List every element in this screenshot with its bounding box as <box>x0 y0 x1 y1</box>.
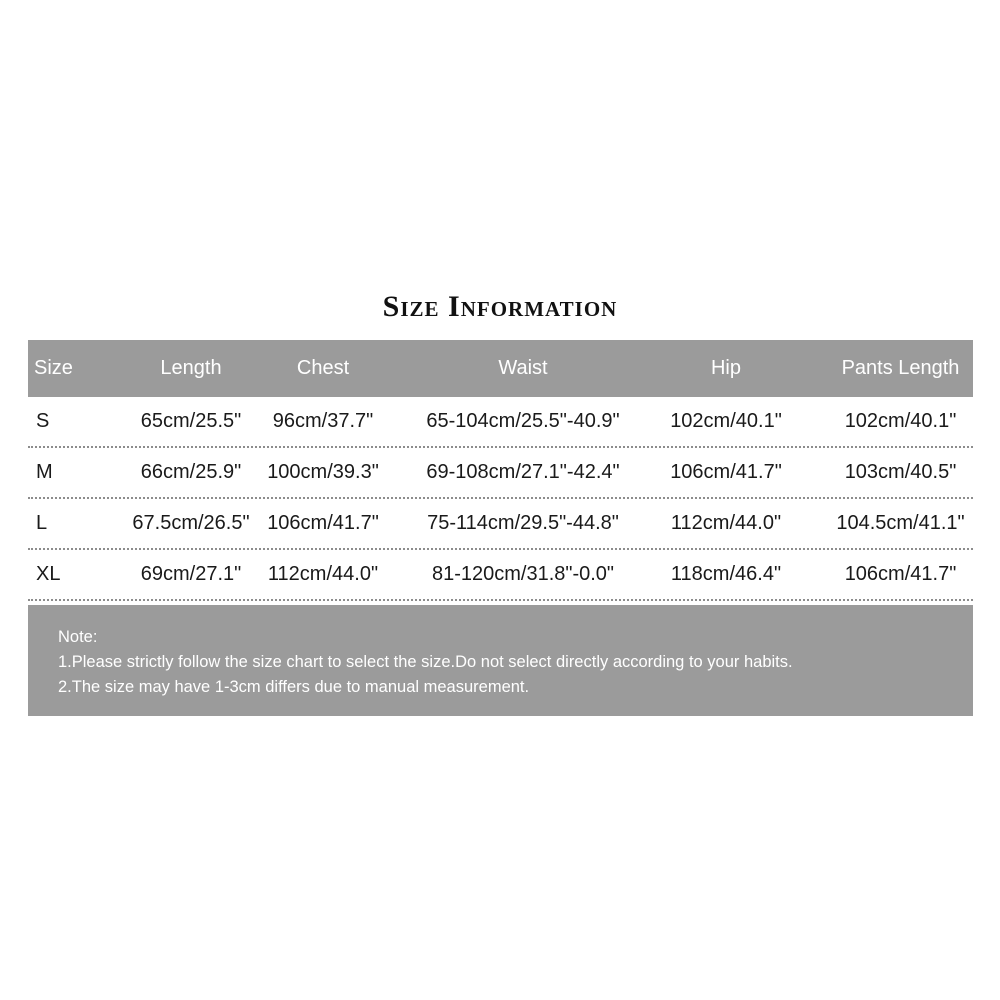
cell-hip: 112cm/44.0" <box>670 512 782 534</box>
cell-waist: 65-104cm/25.5"-40.9" <box>426 410 620 432</box>
note-line-2: 2.The size may have 1-3cm differs due to manual measurement. <box>58 678 530 696</box>
table-row <box>28 499 973 550</box>
cell-waist: 69-108cm/27.1"-42.4" <box>426 461 620 483</box>
cell-chest: 112cm/44.0" <box>267 563 379 585</box>
header-waist: Waist <box>498 357 548 379</box>
cell-pants-length: 102cm/40.1" <box>844 410 957 432</box>
cell-pants-length: 106cm/41.7" <box>844 563 957 585</box>
table-header-row <box>28 340 973 397</box>
table-row <box>28 448 973 499</box>
cell-size: S <box>36 410 50 432</box>
cell-waist: 81-120cm/31.8"-0.0" <box>431 563 615 585</box>
note-line-1: 1.Please strictly follow the size chart to select the size.Do not select directly according to your habits. <box>58 653 793 671</box>
cell-pants-length: 104.5cm/41.1" <box>836 512 965 534</box>
header-length: Length <box>160 357 222 379</box>
cell-waist: 75-114cm/29.5"-44.8" <box>427 512 619 534</box>
cell-hip: 118cm/46.4" <box>670 563 782 585</box>
cell-size: M <box>36 461 53 483</box>
cell-length: 65cm/25.5" <box>140 410 242 432</box>
cell-length: 69cm/27.1" <box>140 563 242 585</box>
cell-hip: 102cm/40.1" <box>670 410 782 432</box>
note-box <box>28 605 973 716</box>
size-table <box>28 340 973 601</box>
cell-size: L <box>36 512 48 534</box>
cell-hip: 106cm/41.7" <box>670 461 782 483</box>
cell-length: 66cm/25.9" <box>140 461 242 483</box>
header-hip: Hip <box>710 357 741 379</box>
cell-chest: 100cm/39.3" <box>267 461 379 483</box>
header-pants-length: Pants Length <box>841 357 960 379</box>
page-title: Size Information <box>382 290 618 323</box>
header-size: Size <box>34 357 73 379</box>
table-row <box>28 397 973 448</box>
cell-length: 67.5cm/26.5" <box>132 512 250 534</box>
cell-size: XL <box>36 563 61 585</box>
header-chest: Chest <box>296 357 350 379</box>
note-heading: Note: <box>58 628 98 646</box>
cell-chest: 96cm/37.7" <box>272 410 374 432</box>
cell-pants-length: 103cm/40.5" <box>844 461 957 483</box>
table-row <box>28 550 973 601</box>
cell-chest: 106cm/41.7" <box>267 512 379 534</box>
